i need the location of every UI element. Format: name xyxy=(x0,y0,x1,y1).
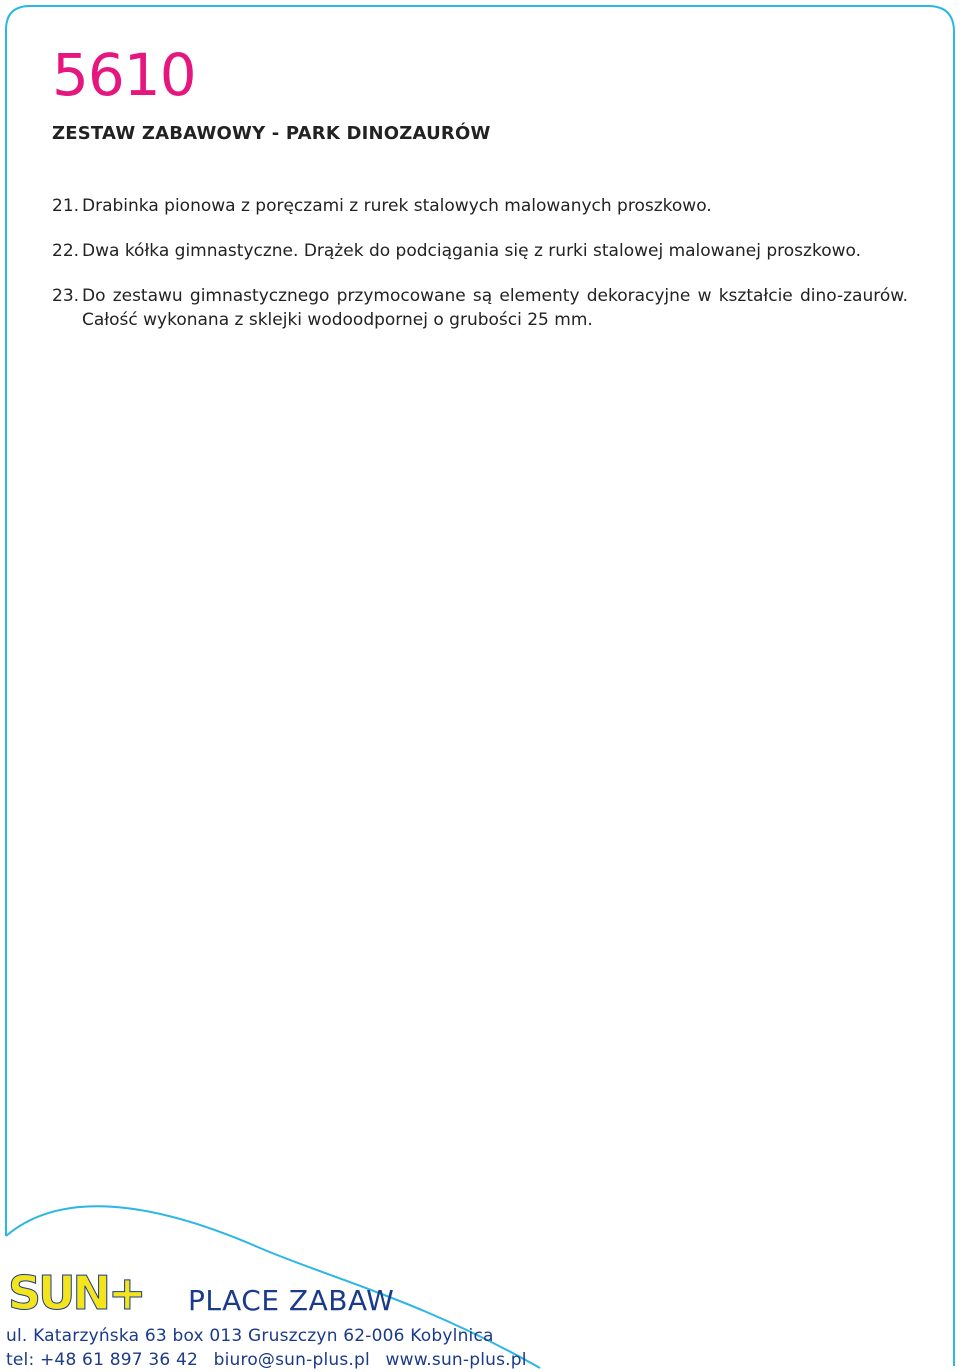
product-number: 5610 xyxy=(52,41,196,109)
list-item xyxy=(52,194,908,218)
item-list xyxy=(52,194,908,353)
company-address: ul. Katarzyńska 63 box 013 Gruszczyn 62-006 Kobylnica xyxy=(6,1326,494,1346)
website-link[interactable]: www.sun-plus.pl xyxy=(385,1350,527,1370)
phone-number: tel: +48 61 897 36 42 xyxy=(6,1350,199,1370)
brand-subtitle: PLACE ZABAW xyxy=(188,1284,395,1317)
sun-plus-logo xyxy=(6,1265,178,1315)
list-item xyxy=(52,284,908,332)
item-text: Do zestawu gimnastycznego przymocowane są elementy dekoracyjne w kształcie dino-zaurów. Całość wykonana z sklejki wodoodpornej o grubości 25 mm. xyxy=(82,286,908,330)
item-text: Dwa kółka gimnastyczne. Drążek do podciągania się z rurki stalowej malowanej proszkowo. xyxy=(82,241,862,261)
product-title: ZESTAW ZABAWOWY - PARK DINOZAURÓW xyxy=(52,123,491,144)
item-text: Drabinka pionowa z poręczami z rurek stalowych malowanych proszkowo. xyxy=(82,196,712,216)
item-number: 23. xyxy=(52,286,80,306)
list-item xyxy=(52,239,908,263)
logo-text: SUN+ xyxy=(8,1266,144,1315)
email-link[interactable]: biuro@sun-plus.pl xyxy=(213,1350,370,1370)
contact-line xyxy=(6,1350,537,1370)
item-number: 21. xyxy=(52,196,80,216)
item-number: 22. xyxy=(52,241,80,261)
